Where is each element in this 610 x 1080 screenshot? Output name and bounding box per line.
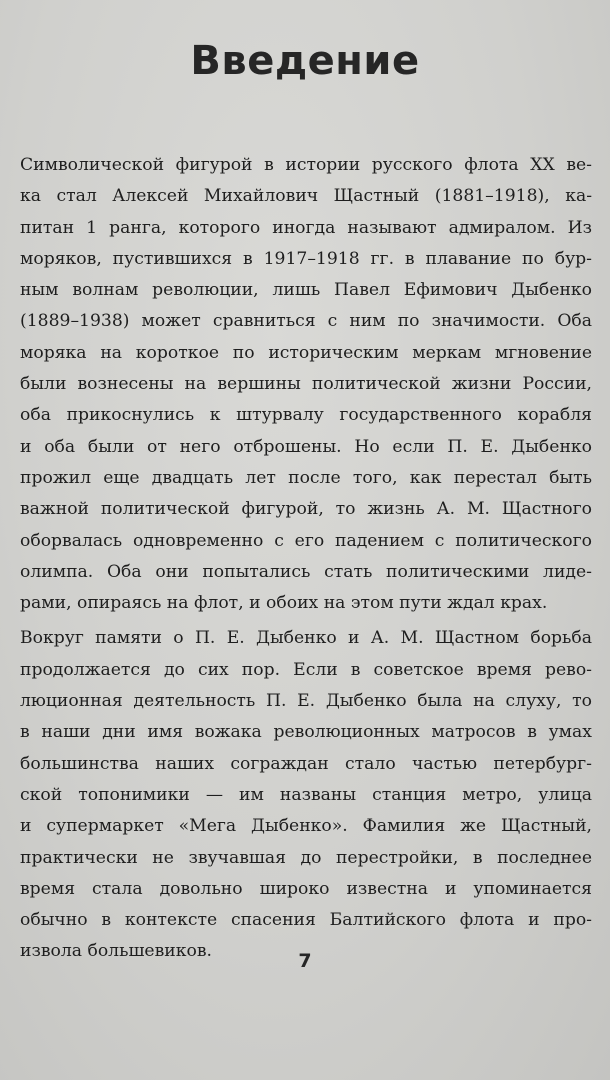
text-line: ка стал Алексей Михайлович Щастный (1881–1918), ка- <box>20 186 592 207</box>
text-line: рами, опираясь на флот, и обоих на этом пути ждал крах. <box>20 593 548 614</box>
text-line: большинства наших сограждан стало частью петербург- <box>20 753 592 774</box>
text-line: (1889–1938) может сравниться с ним по значимости. Оба <box>20 311 592 332</box>
text-line: олимпа. Оба они попытались стать политическими лиде- <box>20 561 592 582</box>
text-line: оба прикоснулись к штурвалу государственного корабля <box>20 405 592 426</box>
text-line: извола большевиков. <box>20 941 212 962</box>
text-line: важной политической фигурой, то жизнь А. М. Щастного <box>20 499 592 520</box>
text-line: практически не звучавшая до перестройки, в последнее <box>20 847 592 868</box>
text-line: питан 1 ранга, которого иногда называют адмиралом. Из <box>20 217 592 238</box>
text-line: были вознесены на вершины политической жизни России, <box>20 374 592 395</box>
text-line: обычно в контексте спасения Балтийского флота и про- <box>20 910 592 931</box>
text-line: Вокруг памяти о П. Е. Дыбенко и А. М. Щастном борьба <box>20 628 592 649</box>
text-line: оборвалась одновременно с его падением с политического <box>20 530 592 551</box>
text-line: в наши дни имя вожака революционных матросов в умах <box>20 722 592 743</box>
text-line: ской топонимики — им названы станция метро, улица <box>20 784 592 805</box>
page-number: 7 <box>298 950 312 972</box>
text-line: прожил еще двадцать лет после того, как перестал быть <box>20 467 592 488</box>
text-line: продолжается до сих пор. Если в советское время рево- <box>20 659 592 680</box>
text-line: время стала довольно широко известна и упоминается <box>20 878 592 899</box>
paragraph-1 <box>20 150 592 619</box>
text-line: и оба были от него отброшены. Но если П. Е. Дыбенко <box>20 436 592 457</box>
text-line: Символической фигурой в истории русского флота XX ве- <box>20 155 592 175</box>
text-line: ным волнам революции, лишь Павел Ефимович Дыбенко <box>20 280 592 301</box>
paragraph-2 <box>20 623 592 967</box>
text-line: моряка на короткое по историческим меркам мгновение <box>20 342 592 363</box>
chapter-heading: Введение <box>190 38 420 84</box>
text-line: люционная деятельность П. Е. Дыбенко была на слуху, то <box>20 691 592 712</box>
text-line: и супермаркет «Мега Дыбенко». Фамилия же Щастный, <box>20 816 592 837</box>
text-line: моряков, пустившихся в 1917–1918 гг. в плавание по бур- <box>20 248 592 269</box>
body-text <box>20 150 592 968</box>
